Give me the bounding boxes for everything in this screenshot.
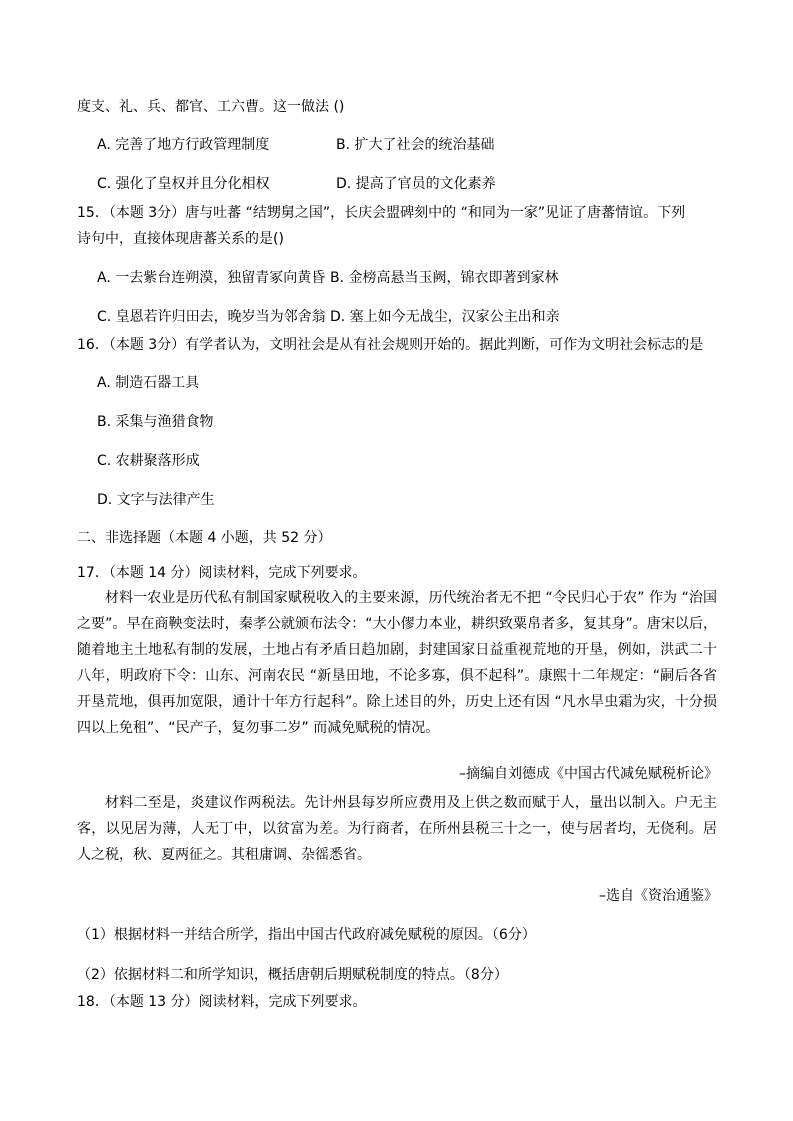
q15-option-a: A. 一去紫台连朔漠，独留青冢向黄昏: [97, 270, 326, 286]
section-2-heading: 二、非选择题（本题 4 小题，共 52 分）: [77, 530, 332, 546]
q14-option-c: C. 强化了皇权并且分化相权: [97, 176, 270, 192]
q15-option-b: B. 金榜高悬当玉阙，锦衣即著到家林: [330, 270, 559, 286]
q16-option-d: D. 文字与法律产生: [97, 492, 215, 508]
q16-stem: 16．（本题 3分）有学者认为，文明社会是从有社会规则开始的。据此判断，可作为文明社会标志的是: [77, 337, 704, 353]
q17-material-2: 材料二至是，炎建议作两税法。先计州县每岁所应费用及上供之数而赋于人，量出以制入。户无主客，以见居为薄，人无丁中，以贫富为差。为行商者，在所州县税三十之一，使与居者均，无侥利。居人之税，秋、夏两征之。其租庸调、杂徭悉省。: [77, 795, 717, 863]
q15-stem-line-2: 诗句中，直接体现唐蕃关系的是(): [77, 231, 284, 247]
q17-source-2: –选自《资治通鉴》: [599, 888, 718, 904]
q17-stem: 17．（本题 14 分）阅读材料，完成下列要求。: [77, 565, 367, 581]
q15-option-d: D. 塞上如今无战尘，汉家公主出和亲: [330, 309, 560, 325]
q18-stem: 18．（本题 13 分）阅读材料，完成下列要求。: [77, 994, 367, 1010]
q17-source-1: –摘编自刘德成《中国古代减免赋税析论》: [459, 766, 718, 782]
q17-material-1: 材料一农业是历代私有制国家赋税收入的主要来源，历代统治者无不把 “令民归心于农” 作为 “治国之要”。早在商鞅变法时，秦孝公就颁布法令：“大小僇力本业，耕织致粟帛者多，复其身”。唐宋以后，随着地主土地私有制的发展，土地占有矛盾日趋加剧，封建国家日益重视荒地的开垦，例如，洪武二十八年，明政府下令：山东、河南农民 “新垦田地，不论多寡，俱不起科”。康熙十二年规定：“嗣后各省开垦荒地，俱再加宽限，通计十年方行起科”。除上述目的外，历史上还有因 “凡水旱虫霜为灾，十分损四以上免租”、“民产子，复勿事二岁” 而减免赋税的情况。: [77, 590, 717, 736]
q14-option-b: B. 扩大了社会的统治基础: [336, 137, 495, 153]
q17-subquestion-2: （2）依据材料二和所学知识，概括唐朝后期赋税制度的特点。（8分）: [77, 967, 508, 983]
q15-stem-line-1: 15．（本题 3分）唐与吐蕃 “结甥舅之国”，长庆会盟碑刻中的 “和同为一家”见证了唐蕃情谊。下列: [77, 205, 686, 221]
q17-subquestion-1: （1）根据材料一并结合所学，指出中国古代政府减免赋税的原因。（6分）: [77, 927, 536, 943]
q16-option-a: A. 制造石器工具: [97, 375, 200, 391]
q14-option-a: A. 完善了地方行政管理制度: [97, 137, 270, 153]
q14-stem-tail: 度支、礼、兵、都官、工六曹。这一做法 (): [77, 99, 345, 115]
q14-option-d: D. 提高了官员的文化素养: [336, 176, 496, 192]
q16-option-b: B. 采集与渔猎食物: [97, 414, 214, 430]
q16-option-c: C. 农耕聚落形成: [97, 453, 200, 469]
q15-option-c: C. 皇恩若许归田去，晚岁当为邻舍翁: [97, 309, 326, 325]
